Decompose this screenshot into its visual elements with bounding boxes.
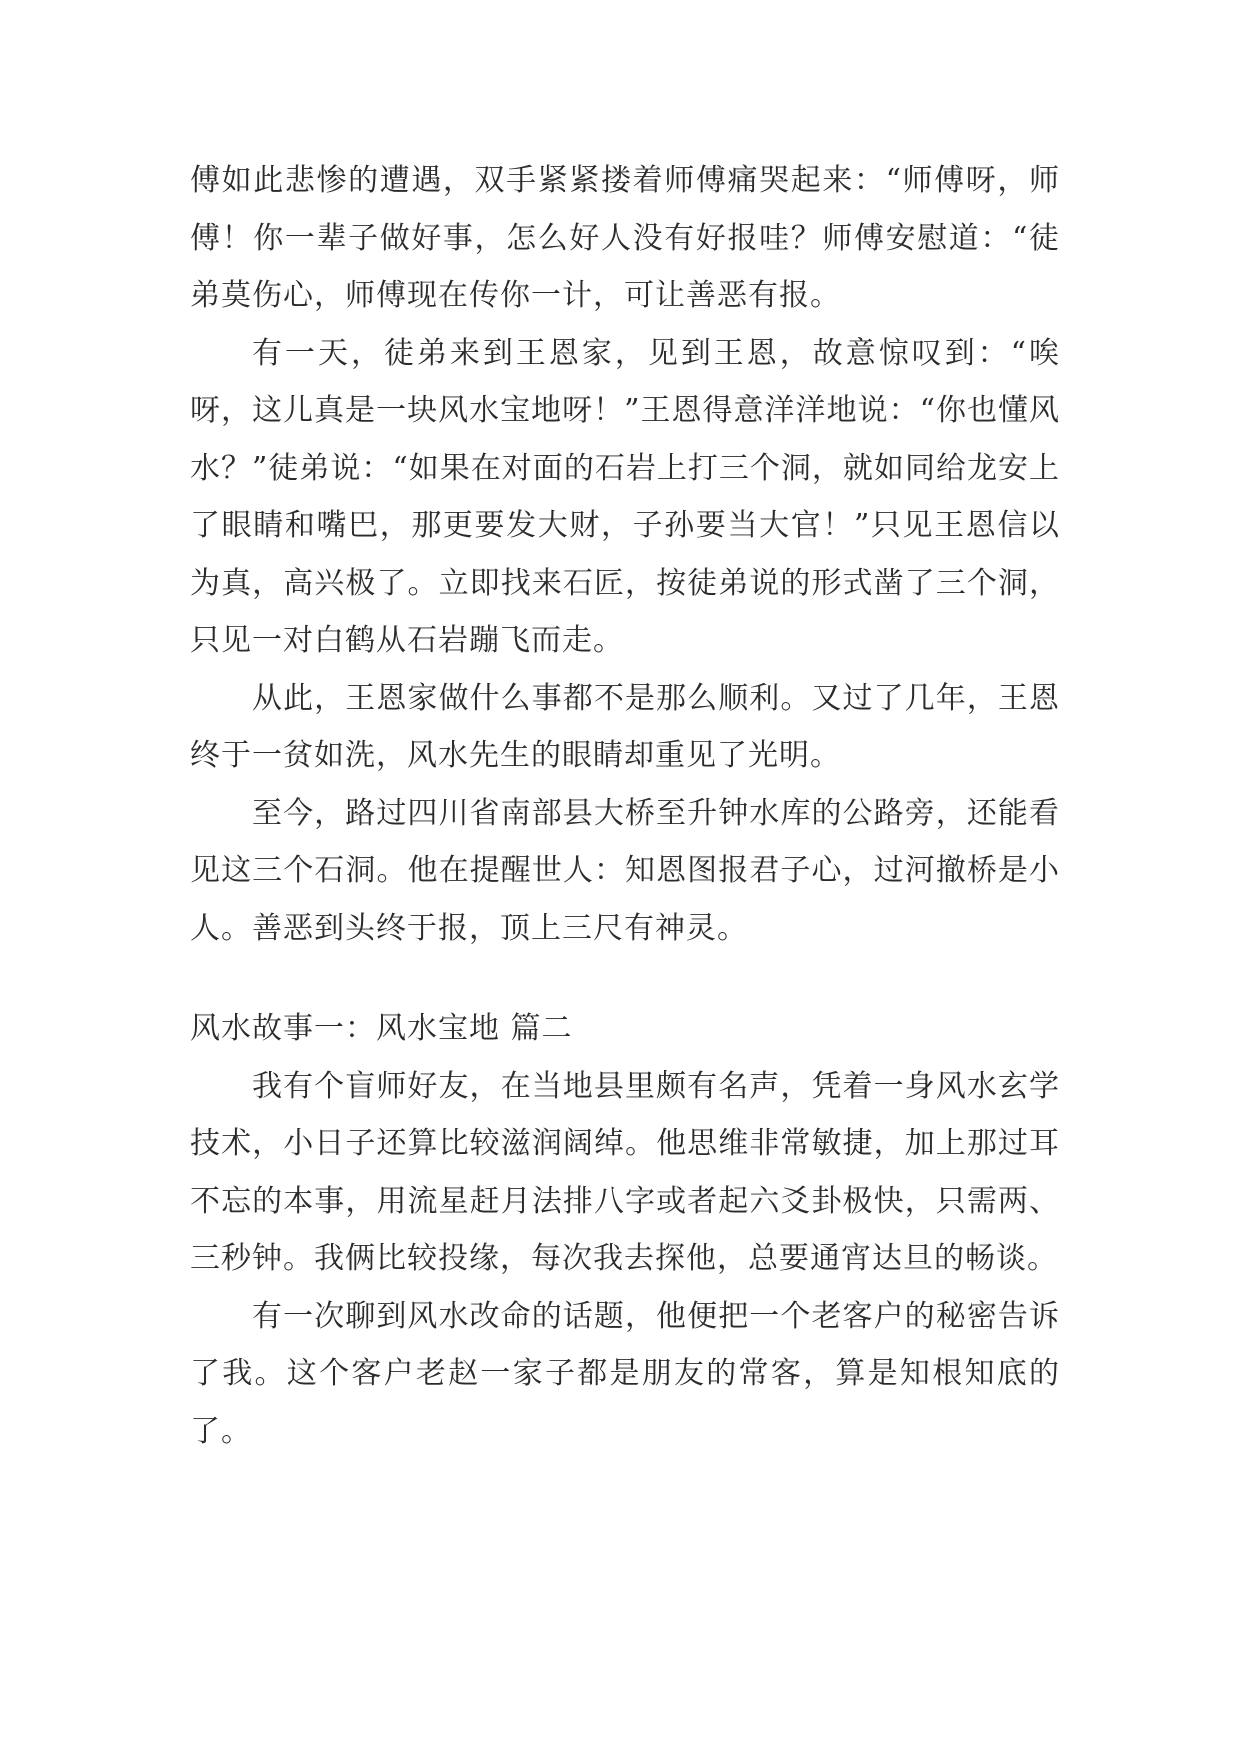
paragraph: 至今，路过四川省南部县大桥至升钟水库的公路旁，还能看见这三个石洞。他在提醒世人：知恩图报君子心，过河撤桥是小人。善恶到头终于报，顶上三尺有神灵。 bbox=[190, 795, 1060, 946]
paragraph-continuation: 傅如此悲惨的遭遇，双手紧紧搂着师傅痛哭起来：“师傅呀，师傅！你一辈子做好事，怎么好人没有好报哇？师傅安慰道：“徒弟莫伤心，师傅现在传你一计，可让善恶有报。 bbox=[190, 163, 1060, 313]
paragraph: 从此，王恩家做什么事都不是那么顺利。又过了几年，王恩终于一贫如洗，风水先生的眼睛却重见了光明。 bbox=[190, 680, 1060, 773]
paragraph: 有一天，徒弟来到王恩家，见到王恩，故意惊叹到：“唉呀，这儿真是一块风水宝地呀！”王恩得意洋洋地说：“你也懂风水？”徒弟说：“如果在对面的石岩上打三个洞，就如同给龙安上了眼睛和嘴巴，那更要发大财，子孙要当大官！”只见王恩信以为真，高兴极了。立即找来石匠，按徒弟说的形式凿了三个洞，只见一对白鹤从石岩蹦飞而走。 bbox=[190, 335, 1060, 658]
document-body bbox=[190, 152, 1060, 1460]
paragraph: 我有个盲师好友，在当地县里颇有名声，凭着一身风水玄学技术，小日子还算比较滋润阔绰。他思维非常敏捷，加上那过耳不忘的本事，用流星赶月法排八字或者起六爻卦极快，只需两、三秒钟。我俩比较投缘，每次我去探他，总要通宵达旦的畅谈。 bbox=[190, 1068, 1060, 1276]
section-heading: 风水故事一：风水宝地 篇二 bbox=[190, 1011, 573, 1046]
paragraph: 有一次聊到风水改命的话题，他便把一个老客户的秘密告诉了我。这个客户老赵一家子都是朋友的常客，算是知根知底的了。 bbox=[190, 1298, 1060, 1449]
